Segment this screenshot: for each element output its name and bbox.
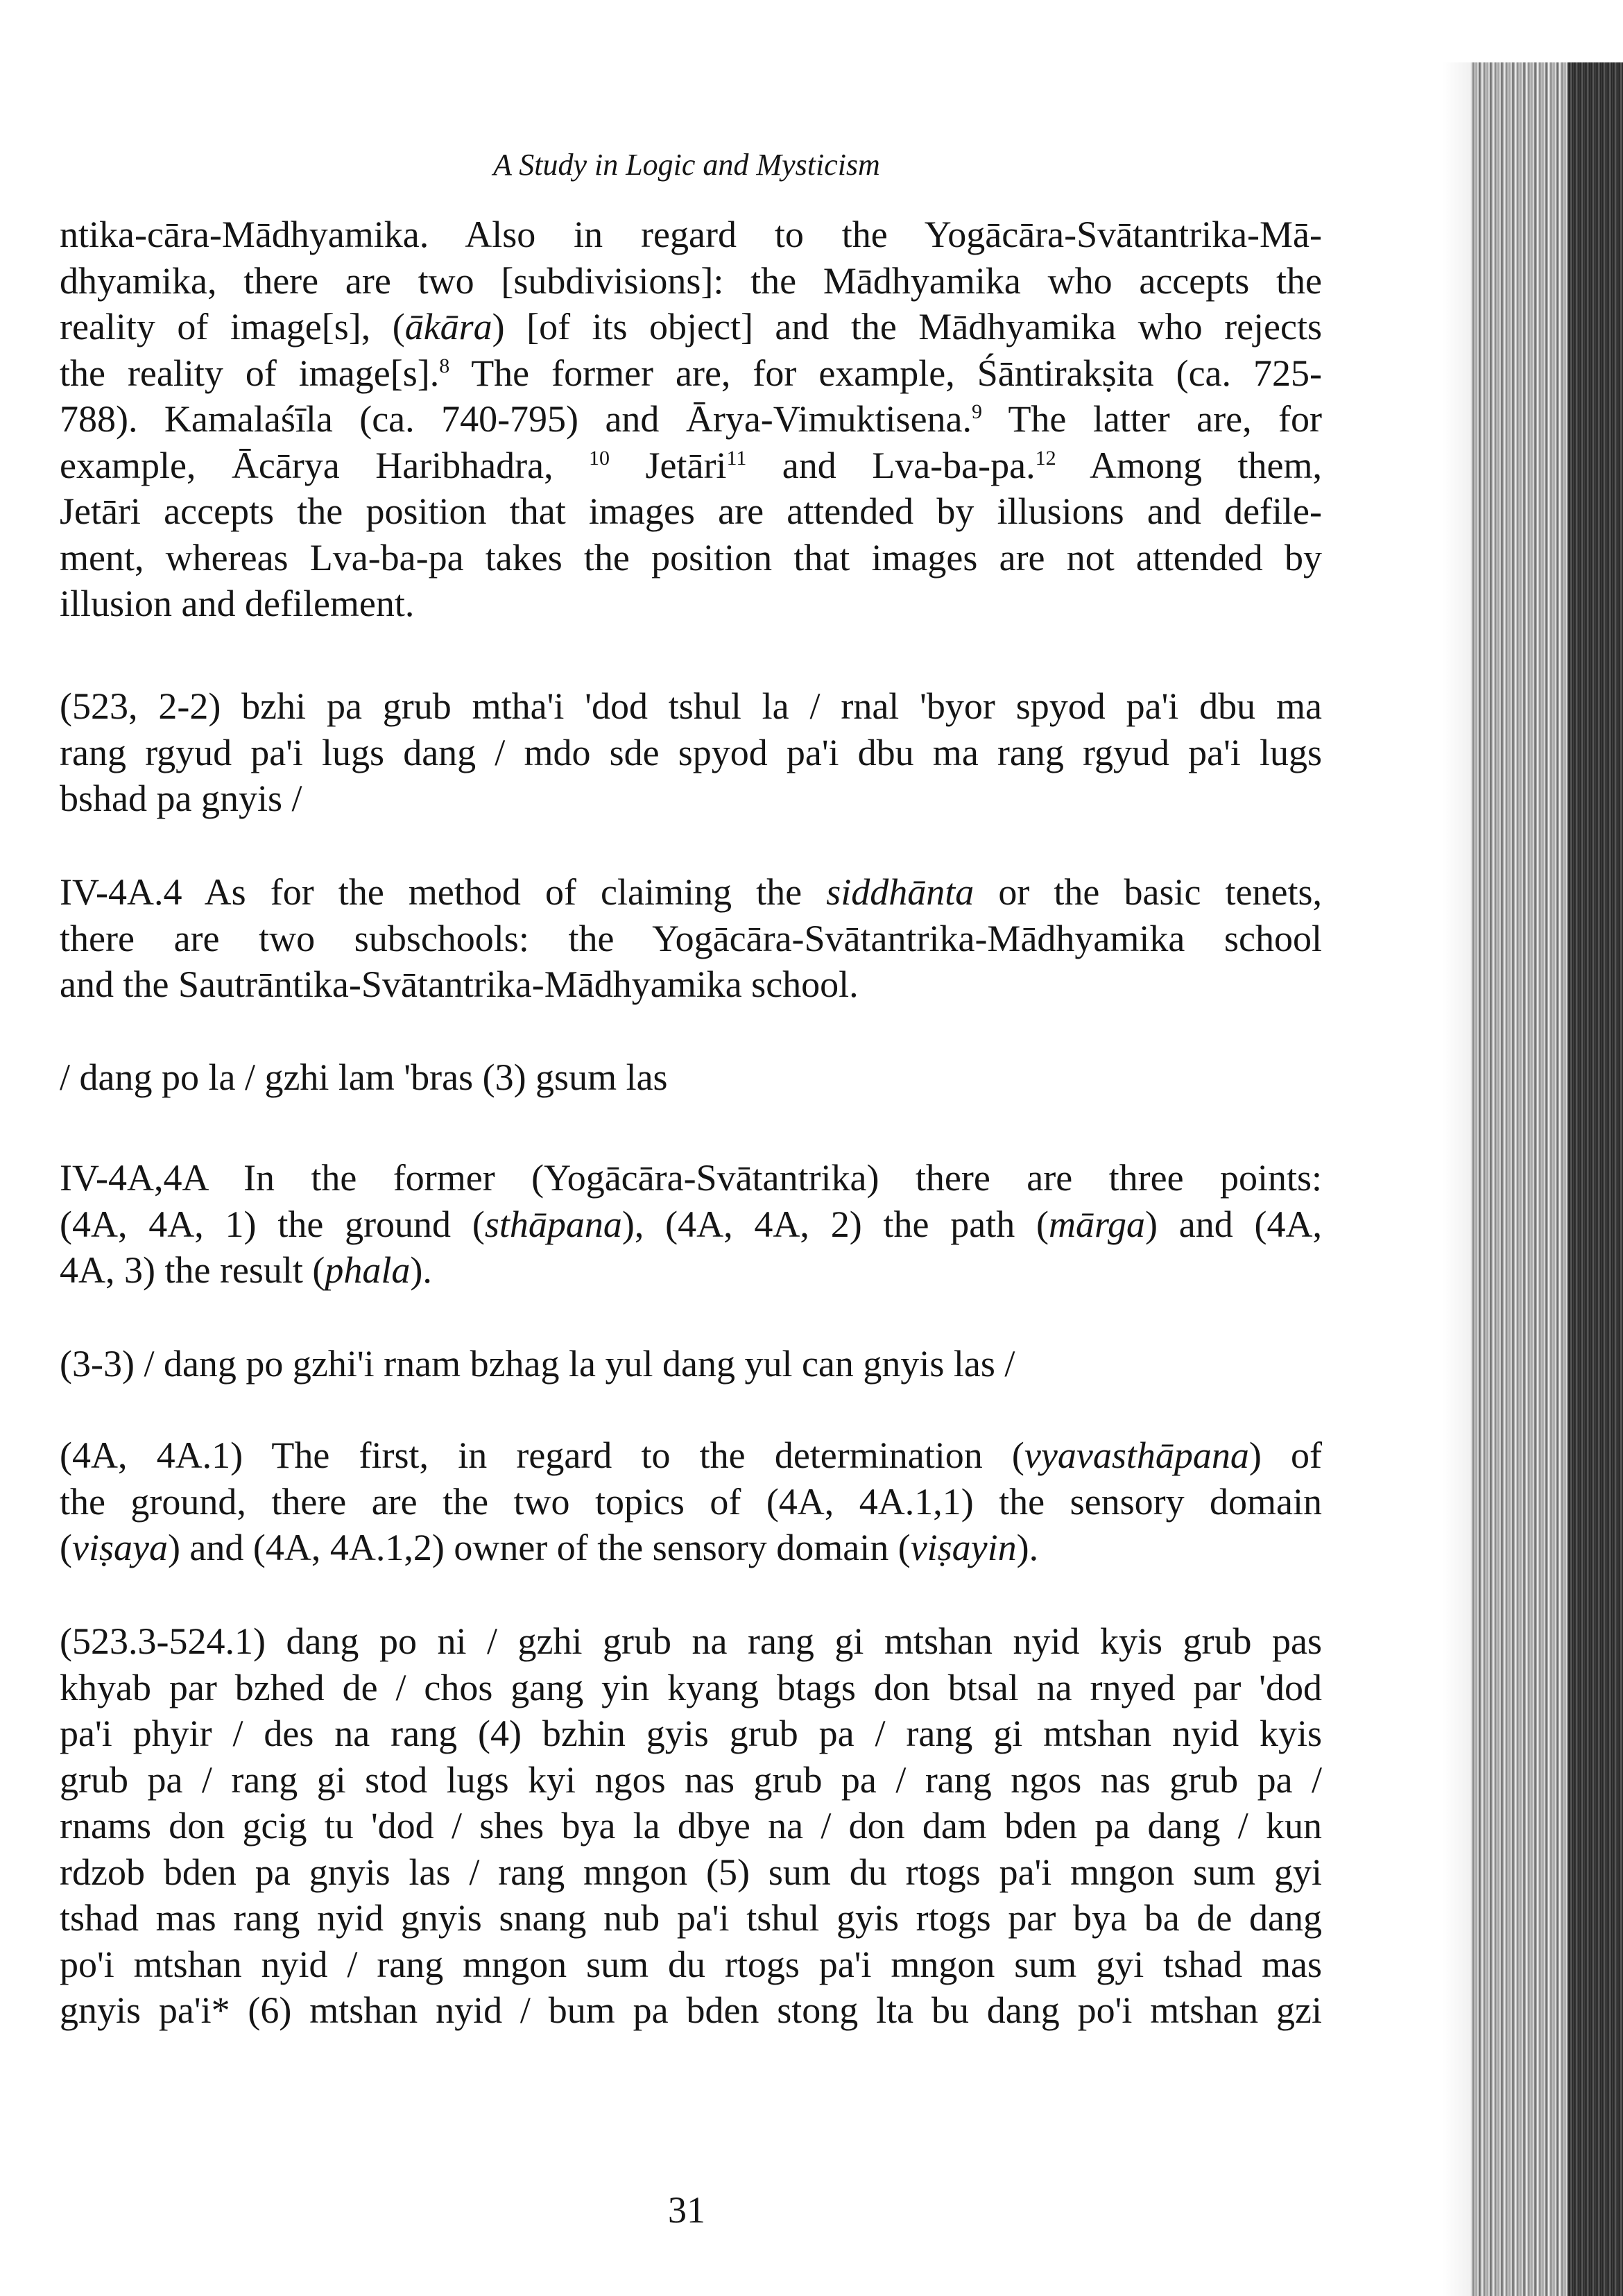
term-visaya: viṣaya [71,1527,168,1568]
text-line: dhyamika, there are two [subdivisions]: the Mādhyamika who accepts the [60,259,1322,302]
term-marga: mārga [1048,1203,1145,1245]
text-line: rnams don gcig tu 'dod / shes bya la dbye na / don dam bden pa dang / kun [60,1805,1322,1847]
text-line: ment, whereas Lva-ba-pa takes the position that images are not attended by [60,536,1322,579]
text-line: rang rgyud pa'i lugs dang / mdo sde spyod pa'i dbu ma rang rgyud pa'i lugs [60,731,1322,773]
text-line: IV-4A.4 As for the method of claiming the siddhānta or the basic tenets, [60,871,1322,913]
text-line: / dang po la / gzhi lam 'bras (3) gsum las [60,1056,668,1098]
term-akara: ākāra [404,306,492,348]
footnote-marker: 9 [972,400,982,423]
text-line: khyab par bzhed de / chos gang yin kyang btags don btsal na rnyed par 'dod [60,1666,1322,1708]
binding-edge [1568,62,1623,2296]
text-line: and the Sautrāntika-Svātantrika-Mādhyamika school. [60,963,859,1005]
running-title: A Study in Logic and Mysticism [493,148,880,182]
text-line: illusion and defilement. [60,583,415,624]
tibetan-passage-523-3 [60,1618,1322,2034]
text-line: 788). Kamalaśīla (ca. 740-795) and Ārya-Vimuktisena.$^9$ The latter are, for [60,398,1322,440]
paragraph-4a-4a1 [60,1432,1322,1571]
term-siddhanta: siddhānta [826,871,974,913]
text-line: 4A, 3) the result (phala). [60,1249,432,1291]
text-line: grub pa / rang gi stod lugs kyi ngos nas grub pa / rang ngos nas grub pa / [60,1758,1322,1801]
term-vyavasthapana: vyavasthāpana [1024,1434,1249,1476]
text-line: IV-4A,4A In the former (Yogācāra-Svātantrika) there are three points: [60,1157,1322,1199]
term-sthapana: sthāpana [484,1203,622,1245]
text-line: (3-3) / dang po gzhi'i rnam bzhag la yul dang yul can gnyis las / [60,1343,1015,1385]
footnote-marker: 8 [439,354,450,377]
text-line: reality of image[s], (ākāra) [of its object] and the Mādhyamika who rejects [60,306,1322,348]
paragraph-iv-4a4 [60,869,1322,1008]
text-line: (4A, 4A.1) The first, in regard to the determination (vyavasthāpana) of [60,1434,1323,1476]
page-number: 31 [668,2189,705,2231]
text-line: (523, 2-2) bzhi pa grub mtha'i 'dod tshul la / rnal 'byor spyod pa'i dbu ma [60,685,1322,727]
text-line: (4A, 4A, 1) the ground (sthāpana), (4A, 4A, 2) the path (mārga) and (4A, [60,1203,1322,1245]
paragraph-madhyamika-subdivisions [60,212,1322,627]
text-line: (523.3-524.1) dang po ni / gzhi grub na rang gi mtshan nyid kyis grub pas [60,1620,1322,1662]
text-line: (viṣaya) and (4A, 4A.1,2) owner of the sensory domain (viṣayin). [60,1527,1039,1568]
text-line: po'i mtshan nyid / rang mngon sum du rtogs pa'i mngon sum gyi tshad mas [60,1943,1322,1985]
tibetan-passage-3-3 [60,1341,1322,1387]
tibetan-passage-dang-po-la [60,1054,1322,1101]
footnote-marker: 12 [1035,446,1056,470]
footnote-marker: 11 [726,446,747,470]
text-line: the reality of image[s].$^8$ The former are, for example, Śāntirakṣita (ca. 725- [60,352,1322,394]
text-line: gnyis pa'i* (6) mtshan nyid / bum pa bden stong lta bu dang po'i mtshan gzi [60,1989,1322,2031]
term-visayin: viṣayin [910,1527,1017,1568]
text-line: bshad pa gnyis / [60,778,302,819]
text-line: the ground, there are the two topics of (4A, 4A.1,1) the sensory domain [60,1480,1322,1523]
text-line: pa'i phyir / des na rang (4) bzhin gyis grub pa / rang gi mtshan nyid kyis [60,1713,1322,1754]
text-line: tshad mas rang nyid gnyis snang nub pa'i tshul gyis rtogs par bya ba de dang [60,1897,1322,1939]
text-line: rdzob bden pa gnyis las / rang mngon (5) sum du rtogs pa'i mngon sum gyi [60,1851,1322,1893]
tibetan-passage-523-2-2 [60,683,1322,822]
text-line: ntika-cāra-Mādhyamika. Also in regard to the Yogācāra-Svātantrika-Mā- [60,214,1322,255]
paragraph-iv-4a4a [60,1155,1322,1294]
text-line: Jetāri accepts the position that images are attended by illusions and defile- [60,490,1322,532]
term-phala: phala [325,1249,411,1291]
text-line: there are two subschools: the Yogācāra-Svātantrika-Mādhyamika school [60,917,1322,959]
text-line: example, Ācārya Haribhadra, $^{10}$ Jetāri$^{11}$ and Lva-ba-pa.$^{12}$ Among them, [60,444,1322,486]
footnote-marker: 10 [589,446,610,470]
